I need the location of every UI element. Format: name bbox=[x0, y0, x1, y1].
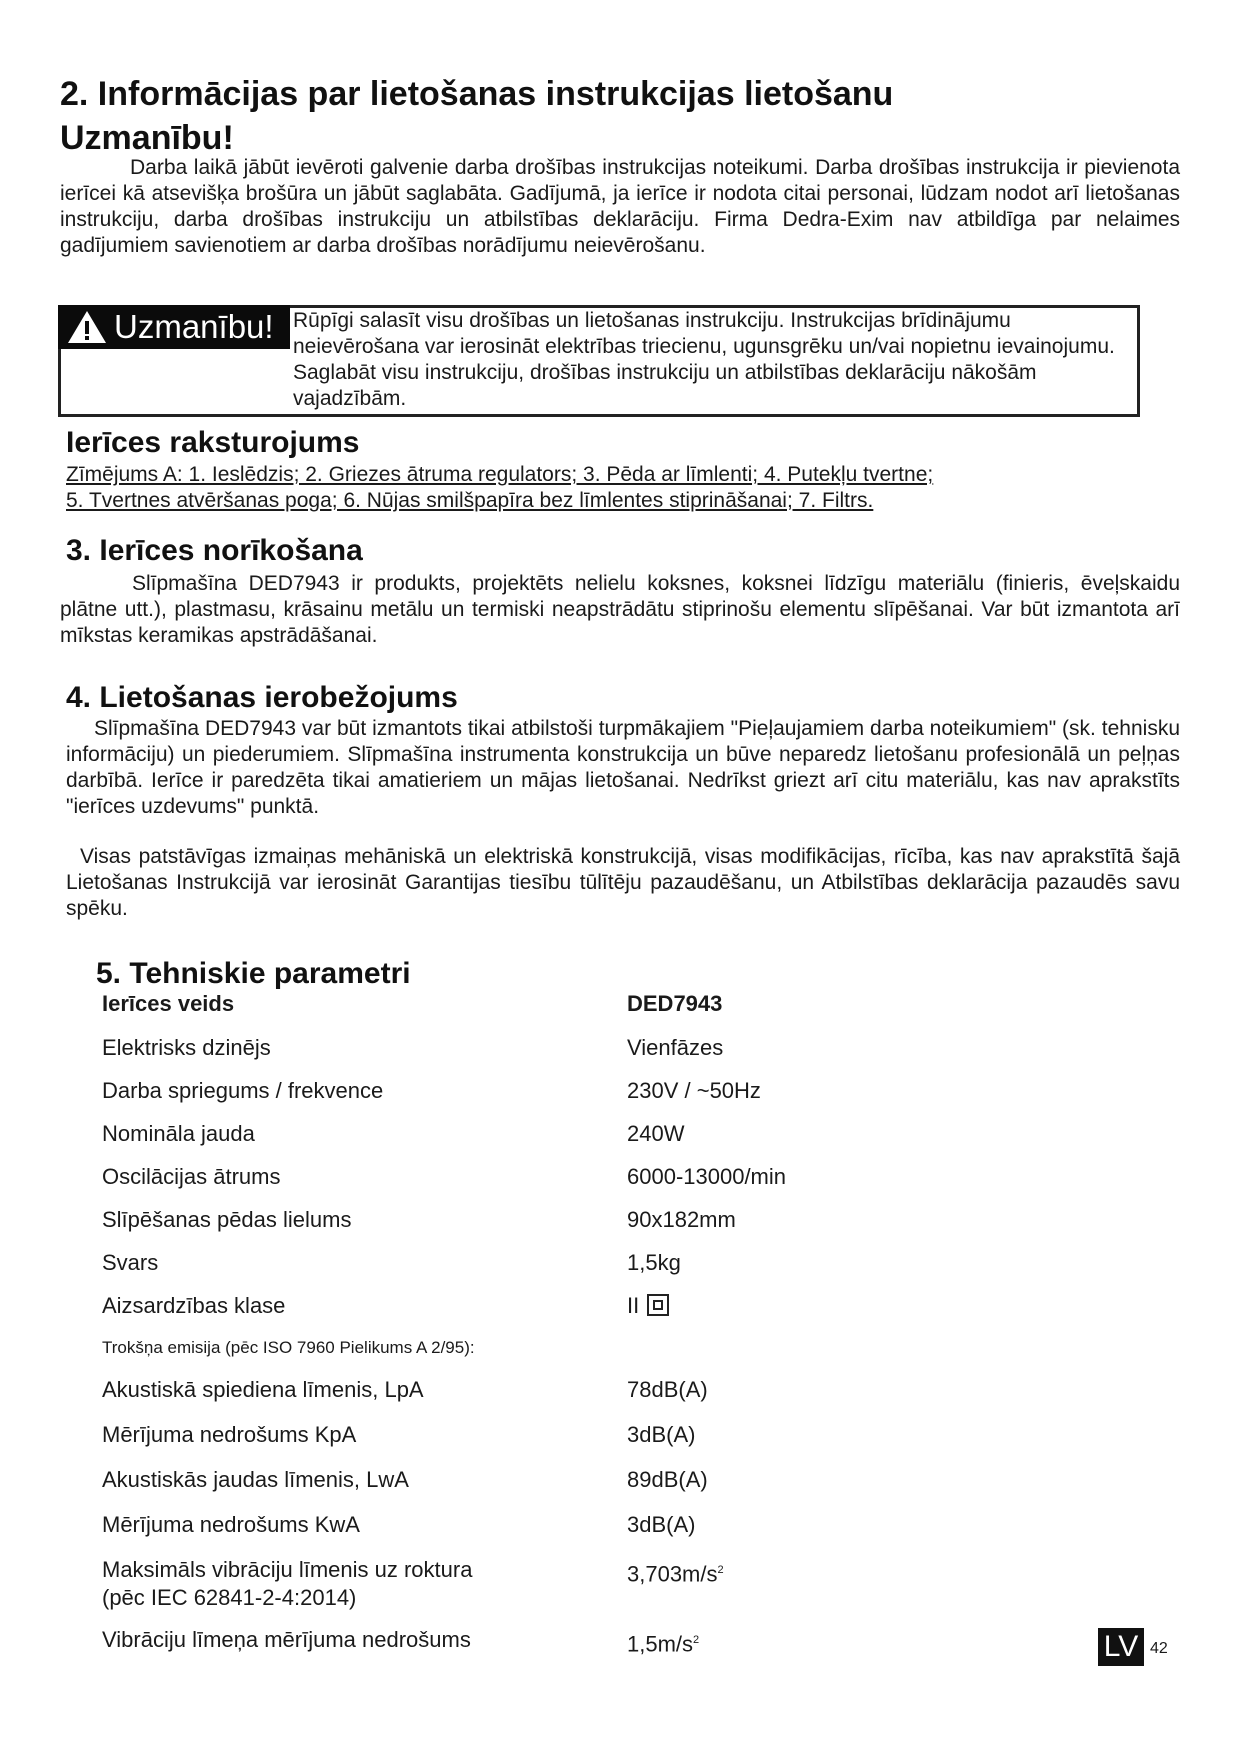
class-ii-double-insulation-icon bbox=[647, 1294, 669, 1316]
section-4-title: 4. Lietošanas ierobežojums bbox=[66, 681, 458, 714]
vibration-row bbox=[102, 1556, 1202, 1612]
vibration-key bbox=[102, 1556, 622, 1612]
section-2-subtitle: Uzmanību! bbox=[60, 119, 234, 157]
section-2-body: Darba laikā jābūt ievēroti galvenie darba drošības instrukcijas noteikumi. Darba drošības instrukcija ir pievienota ierīcei kā atsevišķa brošūra un jābūt saglabāta. Gadījumā, ja ierīce ir nodota citai personai, lūdzam nodot arī lietošanas instrukciju, darba drošības instrukciju un atbilstības deklarāciju. Firma Dedra-Exim nav atbildīga par nelaimes gadījumiem savienotiem ar darba drošības norādījumu neievērošanu. bbox=[60, 156, 1180, 257]
spec-value-class bbox=[627, 1292, 669, 1320]
section-5-title: 5. Tehniskie parametri bbox=[96, 957, 411, 990]
spec-value: 6000-13000/min bbox=[627, 1164, 787, 1189]
protection-class-text: II bbox=[627, 1293, 640, 1318]
spec-key: Mērījuma nedrošums KwA bbox=[102, 1512, 360, 1537]
device-line-2: 5. Tvertnes atvēršanas poga; 6. Nūjas smilšpapīra bez līmlentes stiprināšanai; 7. Filtrs. bbox=[66, 489, 874, 512]
superscript: 2 bbox=[693, 1634, 700, 1646]
spec-header-key: Ierīces veids bbox=[102, 991, 235, 1016]
spec-key: Svars bbox=[102, 1250, 159, 1275]
spec-value: 240W bbox=[627, 1121, 685, 1146]
vibration-key-line-1: Maksimāls vibrāciju līmenis uz roktura bbox=[102, 1557, 473, 1582]
language-badge: LV bbox=[1098, 1628, 1144, 1666]
spec-value: 3dB(A) bbox=[627, 1512, 696, 1537]
spec-key: Akustiskā spiediena līmenis, LpA bbox=[102, 1377, 424, 1402]
spec-value: 78dB(A) bbox=[627, 1377, 708, 1402]
device-title: Ierīces raksturojums bbox=[66, 426, 360, 459]
warning-label bbox=[58, 305, 290, 349]
spec-value: 90x182mm bbox=[627, 1207, 736, 1232]
spec-header-value: DED7943 bbox=[627, 991, 723, 1016]
section-2-title: 2. Informācijas par lietošanas instrukcijas lietošanu bbox=[60, 75, 894, 113]
page-number: 42 bbox=[1150, 1640, 1168, 1657]
spec-key: Slīpēšanas pēdas lielums bbox=[102, 1207, 352, 1232]
spec-value: 89dB(A) bbox=[627, 1467, 708, 1492]
vibration-value bbox=[627, 1556, 724, 1588]
superscript: 2 bbox=[717, 1564, 724, 1576]
spec-value: 3dB(A) bbox=[627, 1422, 696, 1447]
vibration-key-line-2: (pēc IEC 62841-2-4:2014) bbox=[102, 1585, 357, 1610]
section-4-body-1: Slīpmašīna DED7943 var būt izmantots tikai atbilstoši turpmākajiem "Pieļaujamiem darba noteikumiem" (sk. tehnisku informāciju) un piederumiem. Slīpmašīna instrumenta konstrukcija un būve neparedz lietošanu profesionālā un peļņas darbībā. Ierīce ir paredzēta tikai amatieriem un mājas lietošanai. Nedrīkst griezt arī citu materiālu, kas nav aprakstīts "ierīces uzdevums" punktā. bbox=[66, 717, 1180, 818]
section-3-title: 3. Ierīces norīkošana bbox=[66, 534, 363, 567]
section-4-body-2: Visas patstāvīgas izmaiņas mehāniskā un elektriskā konstrukcijā, visas modifikācijas, rīcība, kas nav aprakstītā šajā Lietošanas Instrukcijā var ierosināt Garantijas tiesību tūlītēju pazaudēšanu, un Atbilstības deklarācija pazaudēs savu spēku. bbox=[66, 845, 1180, 920]
vibration-value-text: 3,703m/s bbox=[627, 1561, 718, 1587]
device-line-1: Zīmējums A: 1. Ieslēdzis; 2. Griezes ātruma regulators; 3. Pēda ar līmlenti; 4. Putekļu tvertne; bbox=[66, 463, 934, 486]
spec-key: Elektrisks dzinējs bbox=[102, 1035, 271, 1060]
spec-key: Vibrāciju līmeņa mērījuma nedrošums bbox=[102, 1627, 471, 1652]
spec-key: Darba spriegums / frekvence bbox=[102, 1078, 384, 1103]
spec-key: Aizsardzības klase bbox=[102, 1293, 286, 1318]
spec-value: Vienfāzes bbox=[627, 1035, 724, 1060]
spec-key: Oscilācijas ātrums bbox=[102, 1164, 281, 1189]
noise-note-text: Trokšņa emisija (pēc ISO 7960 Pielikums A 2/95): bbox=[102, 1338, 475, 1357]
warning-text: Rūpīgi salasīt visu drošības un lietošanas instrukciju. Instrukcijas brīdinājumu neievērošana var ierosināt elektrības triecienu, ugunsgrēku un/vai nopietnu ievainojumu. Saglabāt visu instrukciju, drošības instrukciju un atbilstības deklarāciju nākošām vajadzībām. bbox=[293, 309, 1115, 410]
spec-key: Akustiskās jaudas līmenis, LwA bbox=[102, 1467, 409, 1492]
spec-value: 230V / ~50Hz bbox=[627, 1078, 761, 1103]
vibration-uncertainty-value bbox=[627, 1626, 699, 1658]
spec-value: 1,5kg bbox=[627, 1250, 681, 1275]
warning-triangle-icon bbox=[66, 309, 108, 345]
warning-label-text: Uzmanību! bbox=[114, 308, 274, 345]
section-3-body: Slīpmašīna DED7943 ir produkts, projektēts nelielu koksnes, koksnei līdzīgu materiālu (finieris, ēveļskaidu plātne utt.), plastmasu, krāsainu metālu un termiski neapstrādātu stiprinošu elementu slīpēšanai. Var būt izmantota arī mīkstas keramikas apstrādāšanai. bbox=[60, 572, 1180, 647]
spec-key: Mērījuma nedrošums KpA bbox=[102, 1422, 357, 1447]
spec-key: Nomināla jauda bbox=[102, 1121, 255, 1146]
vibration-uncertainty-text: 1,5m/s bbox=[627, 1631, 694, 1657]
